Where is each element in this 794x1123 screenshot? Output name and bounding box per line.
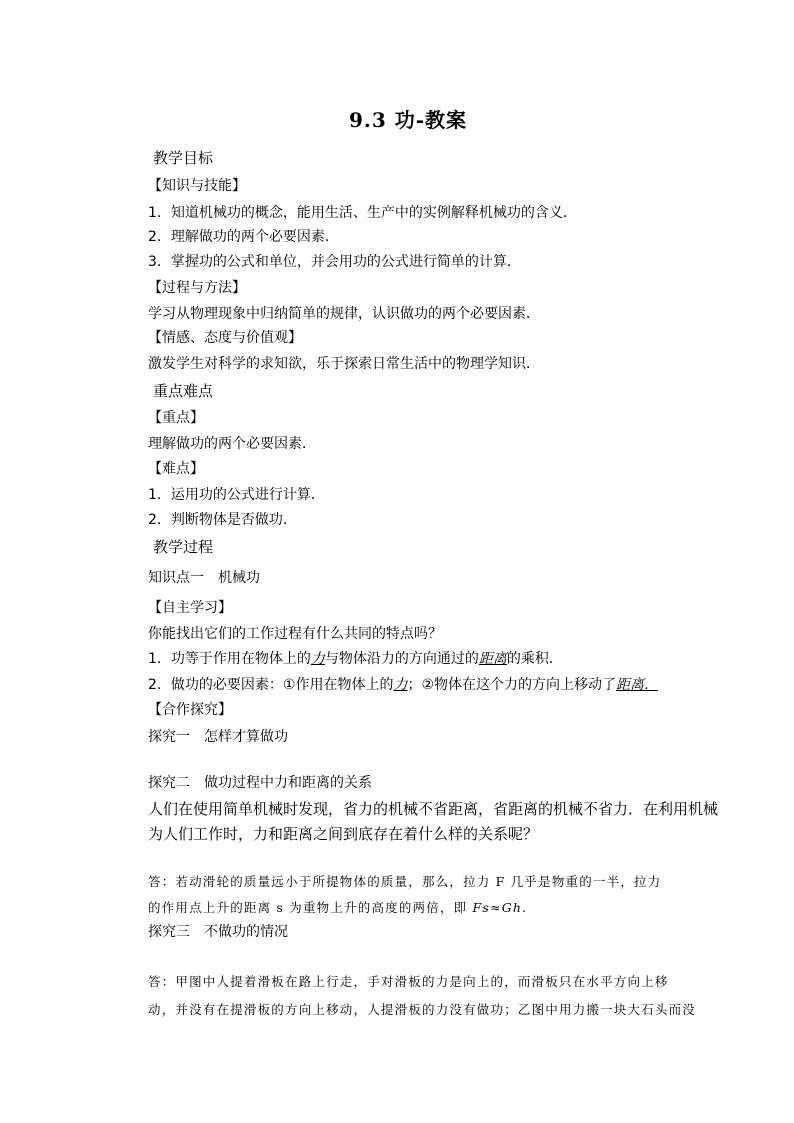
key-point-heading: 【重点】: [148, 410, 204, 426]
self-study-item-1: [148, 649, 563, 669]
knowledge-point-heading: 知识点一 机械功: [148, 570, 260, 586]
knowledge-item-2: 2．理解做功的两个必要因素．: [148, 229, 339, 245]
answer-blank-force: 力: [310, 651, 325, 667]
item2-part-a: 2．做功的必要因素：①作用在物体上的: [148, 677, 394, 693]
answer-3-line-1: 答：甲图中人提着滑板在路上行走，手对滑板的力是向上的，而滑板只在水平方向上移: [148, 974, 669, 989]
answer-2-line-2-text: 的作用点上升的距离 s 为重物上升的高度的两倍，即: [148, 900, 473, 915]
answer-2-line-1: 答：若动滑轮的质量远小于所提物体的质量，那么，拉力 F 几乎是物重的一半，拉力: [148, 874, 662, 889]
knowledge-item-1: 1．知道机械功的概念，能用生活、生产中的实例解释机械功的含义．: [148, 205, 577, 221]
explore-2-text-line-1: 人们在使用简单机械时发现，省力的机械不省距离，省距离的机械不省力．在利用机械: [148, 800, 719, 818]
answer-blank-distance-2: 距离．: [616, 677, 659, 693]
section-process-heading: 教学过程: [153, 538, 214, 556]
knowledge-item-3: 3．掌握功的公式和单位，并会用功的公式进行简单的计算．: [148, 254, 521, 270]
answer-3-line-2: 动，并没有在提滑板的方向上移动，人提滑板的力没有做功；乙图中用力搬一块大石头而没: [148, 1002, 697, 1017]
key-point-text: 理解做功的两个必要因素．: [148, 436, 316, 452]
answer-2-line-2: [148, 898, 658, 918]
explore-3-heading: 探究三 不做功的情况: [148, 924, 288, 940]
page-title: 9.3 功-教案: [348, 108, 468, 132]
knowledge-skills-heading: 【知识与技能】: [148, 178, 246, 194]
emotion-heading: 【情感、态度与价值观】: [148, 330, 302, 346]
process-method-heading: 【过程与方法】: [148, 280, 246, 296]
section-key-heading: 重点难点: [153, 382, 214, 400]
process-method-text: 学习从物理现象中归纳简单的规律，认识做功的两个必要因素．: [148, 306, 540, 322]
answer-blank-distance: 距离: [478, 651, 507, 667]
self-study-item-2: [148, 675, 658, 695]
emotion-text: 激发学生对科学的求知欲，乐于探索日常生活中的物理学知识．: [148, 356, 540, 372]
difficulty-heading: 【难点】: [148, 461, 204, 477]
item1-part-c: 的乘积．: [506, 651, 563, 667]
item1-part-b: 与物体沿力的方向通过的: [324, 651, 479, 667]
explore-2-heading: 探究二 做功过程中力和距离的关系: [148, 775, 372, 791]
difficulty-item-2: 2．判断物体是否做功．: [148, 512, 297, 528]
item1-part-a: 1．功等于作用在物体上的: [148, 651, 311, 667]
answer-blank-force-2: 力: [393, 677, 408, 693]
self-study-heading: 【自主学习】: [148, 600, 232, 616]
explore-2-text-line-2: 为人们工作时，力和距离之间到底存在着什么样的关系呢？: [148, 825, 539, 843]
answer-2-formula: Fs≈Gh.: [472, 900, 528, 915]
cooperate-heading: 【合作探究】: [148, 702, 232, 718]
section-goals-heading: 教学目标: [153, 149, 214, 167]
item2-part-b: ；②物体在这个力的方向上移动了: [407, 677, 617, 693]
explore-1-heading: 探究一 怎样才算做功: [148, 729, 288, 745]
difficulty-item-1: 1．运用功的公式进行计算．: [148, 487, 325, 503]
self-study-question: 你能找出它们的工作过程有什么共同的特点吗？: [148, 626, 442, 642]
